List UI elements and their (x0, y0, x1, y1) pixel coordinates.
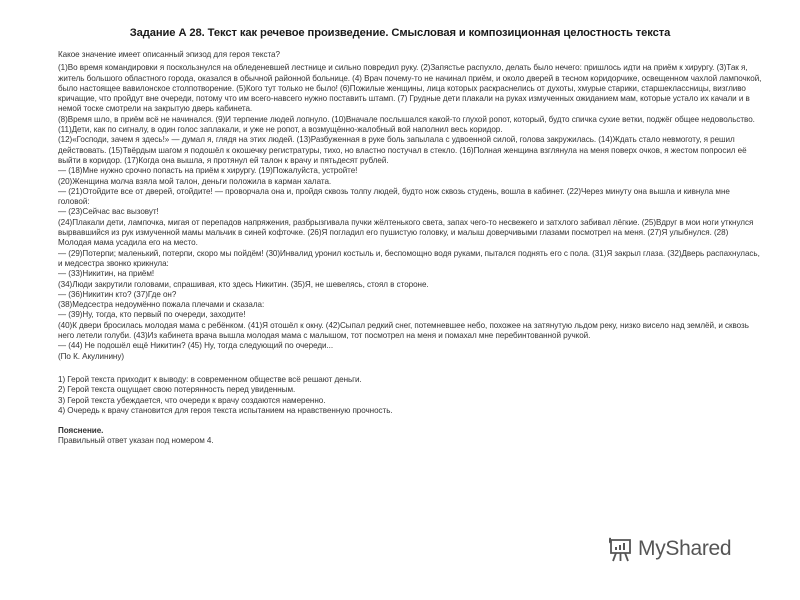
answer-option-1: 1) Герой текста приходит к выводу: в современном обществе всё решают деньги. (58, 374, 362, 384)
question-text: Какое значение имеет описанный эпизод для героя текста? (58, 50, 280, 59)
paragraph: — (23)Сейчас вас вызовут! (58, 207, 159, 217)
paragraph: — (29)Потерпи; маленький, потерпи, скоро мы пойдём! (30)Инвалид уронил костыль и, беспомощно водя руками, пытался поднять его с пола. (31)Я закрыл глаза. (32)Дверь распахнулась, и медсестра звонко крикнула: (58, 248, 760, 268)
paragraph: (8)Время шло, в приём всё не начинался. (9)И терпение людей лопнуло. (10)Вначале послышался какой-то глухой ропот, который, будто спичка сухие ветки, поджёг общее недовольство. (11)Дети, как по сигналу, в один голос заплакали, и уже не ропот, а возмущённо-жалобный вой наполнил весь коридор. (58, 114, 755, 135)
explanation-text: Правильный ответ указан под номером 4. (58, 436, 214, 446)
story-text (58, 63, 763, 362)
paragraph: — (21)Отойдите все от дверей, отойдите! — проворчала она и, пройдя сквозь толпу людей, будто нож сквозь студень, вошла в кабинет. (22)Через минуту она вышла и кивнула мне головой: (58, 186, 730, 207)
paragraph: — (33)Никитин, на приём! (58, 269, 155, 279)
watermark-logo (607, 536, 731, 562)
paragraph: (20)Женщина молча взяла мой талон, деньги положила в карман халата. (58, 176, 332, 186)
answer-option-2: 2) Герой текста ощущает свою потерянность перед увиденным. (58, 385, 296, 395)
paragraph: (38)Медсестра недоумённо пожала плечами и сказала: (58, 300, 265, 310)
answer-option-3: 3) Герой текста убеждается, что очереди к врачу создаются намеренно. (58, 395, 326, 405)
spacer (58, 362, 763, 375)
document-body (58, 50, 763, 447)
answer-option-4: 4) Очередь к врачу становится для героя текста испытанием на нравственную прочность. (58, 405, 393, 415)
paragraph: (12)«Господи, зачем я здесь!» — думал я, глядя на этих людей. (13)Разбуженная в руке боль запылала с удвоенной силой, голова закружилась. (14)Ждать стало невмоготу, я решил действовать. (15)Твёрдым шагом я подошёл к окошечку регистратуры, тихо, но властно постучал в стекло. (16)Полная женщина взглянула на меня поверх очков, я жестом попросил её выйти в коридор. (17)Когда она вышла, я протянул ей талон к врачу и пятьдесят рублей. (58, 135, 747, 165)
source-attribution: (По К. Акулинину) (58, 351, 124, 361)
explanation-heading: Пояснение. (58, 426, 104, 436)
spacer (58, 416, 763, 426)
paragraph: — (36)Никитин кто? (37)Где он? (58, 289, 177, 299)
paragraph: — (18)Мне нужно срочно попасть на приём к хирургу. (19)Пожалуйста, устройте! (58, 166, 358, 176)
paragraph: — (44) Не подошёл ещё Никитин? (45) Ну, тогда следующий по очереди... (58, 341, 334, 351)
answer-options (58, 375, 763, 416)
paragraph: — (39)Ну, тогда, кто первый по очереди, заходите! (58, 310, 246, 320)
paragraph: (24)Плакали дети, лампочка, мигая от перепадов напряжения, разбрызгивала пучки жёлтенького света, запах чего-то несвежего и затхлого забивал лёгкие. (25)Вдруг в мои ноги уткнулся вырвавшийся из рук измученной мамы мальчик в синей кофточке. (26)Я погладил его пушистую головку, и малыш доверчивыми глазами посмотрел на меня. (27)Я улыбнулся. (28) Молодая мама усадила его на место. (58, 217, 754, 248)
watermark-text: MyShared (638, 537, 732, 560)
presentation-board-icon (607, 536, 633, 562)
paragraph: (40)К двери бросилась молодая мама с ребёнком. (41)Я отошёл к окну. (42)Сыпал редкий снег, потемневшее небо, похожее на затянутую льдом реку, низко висело над землёй, и сквозь него летели голуби. (43)Из кабинета врача вышла молодая мама с малышом, тот посмотрел на меня и помахал мне перебинтованной ручкой. (58, 320, 749, 341)
paragraph: (1)Во время командировки я поскользнулся на обледеневшей лестнице и сильно повредил руку. (2)Запястье распухло, делать было нечего: пришлось идти на приём к хирургу. (3)Так я, (58, 63, 748, 73)
task-title: Задание А 28. Текст как речевое произведение. Смысловая и композиционная целостность текста (129, 27, 671, 39)
paragraph: житель большого областного города, оказался в обычной районной больнице. (4) Врач почему-то не начинал приём, и около дверей в тесном коридорчике, освещенном чахлой лампочкой, было настоящее вавилонское столпотворение. (5)Кого тут только не было! (6)Пожилые женщины, лица которых раскраснелись от духоты, хмурые старики, старшеклассницы, визгливо кричащие, что пройдут вне очереди, потому что им всего-навсего нужно поставить штамп. (7) Грудные дети плакали на руках измученных ожиданием мам, которые устало их качали и в немой тоске смотрели на закрытую дверь кабинета. (58, 73, 762, 114)
paragraph: (34)Люди закрутили головами, спрашивая, кто здесь Никитин. (35)Я, не шевелясь, стоял в стороне. (58, 279, 429, 289)
